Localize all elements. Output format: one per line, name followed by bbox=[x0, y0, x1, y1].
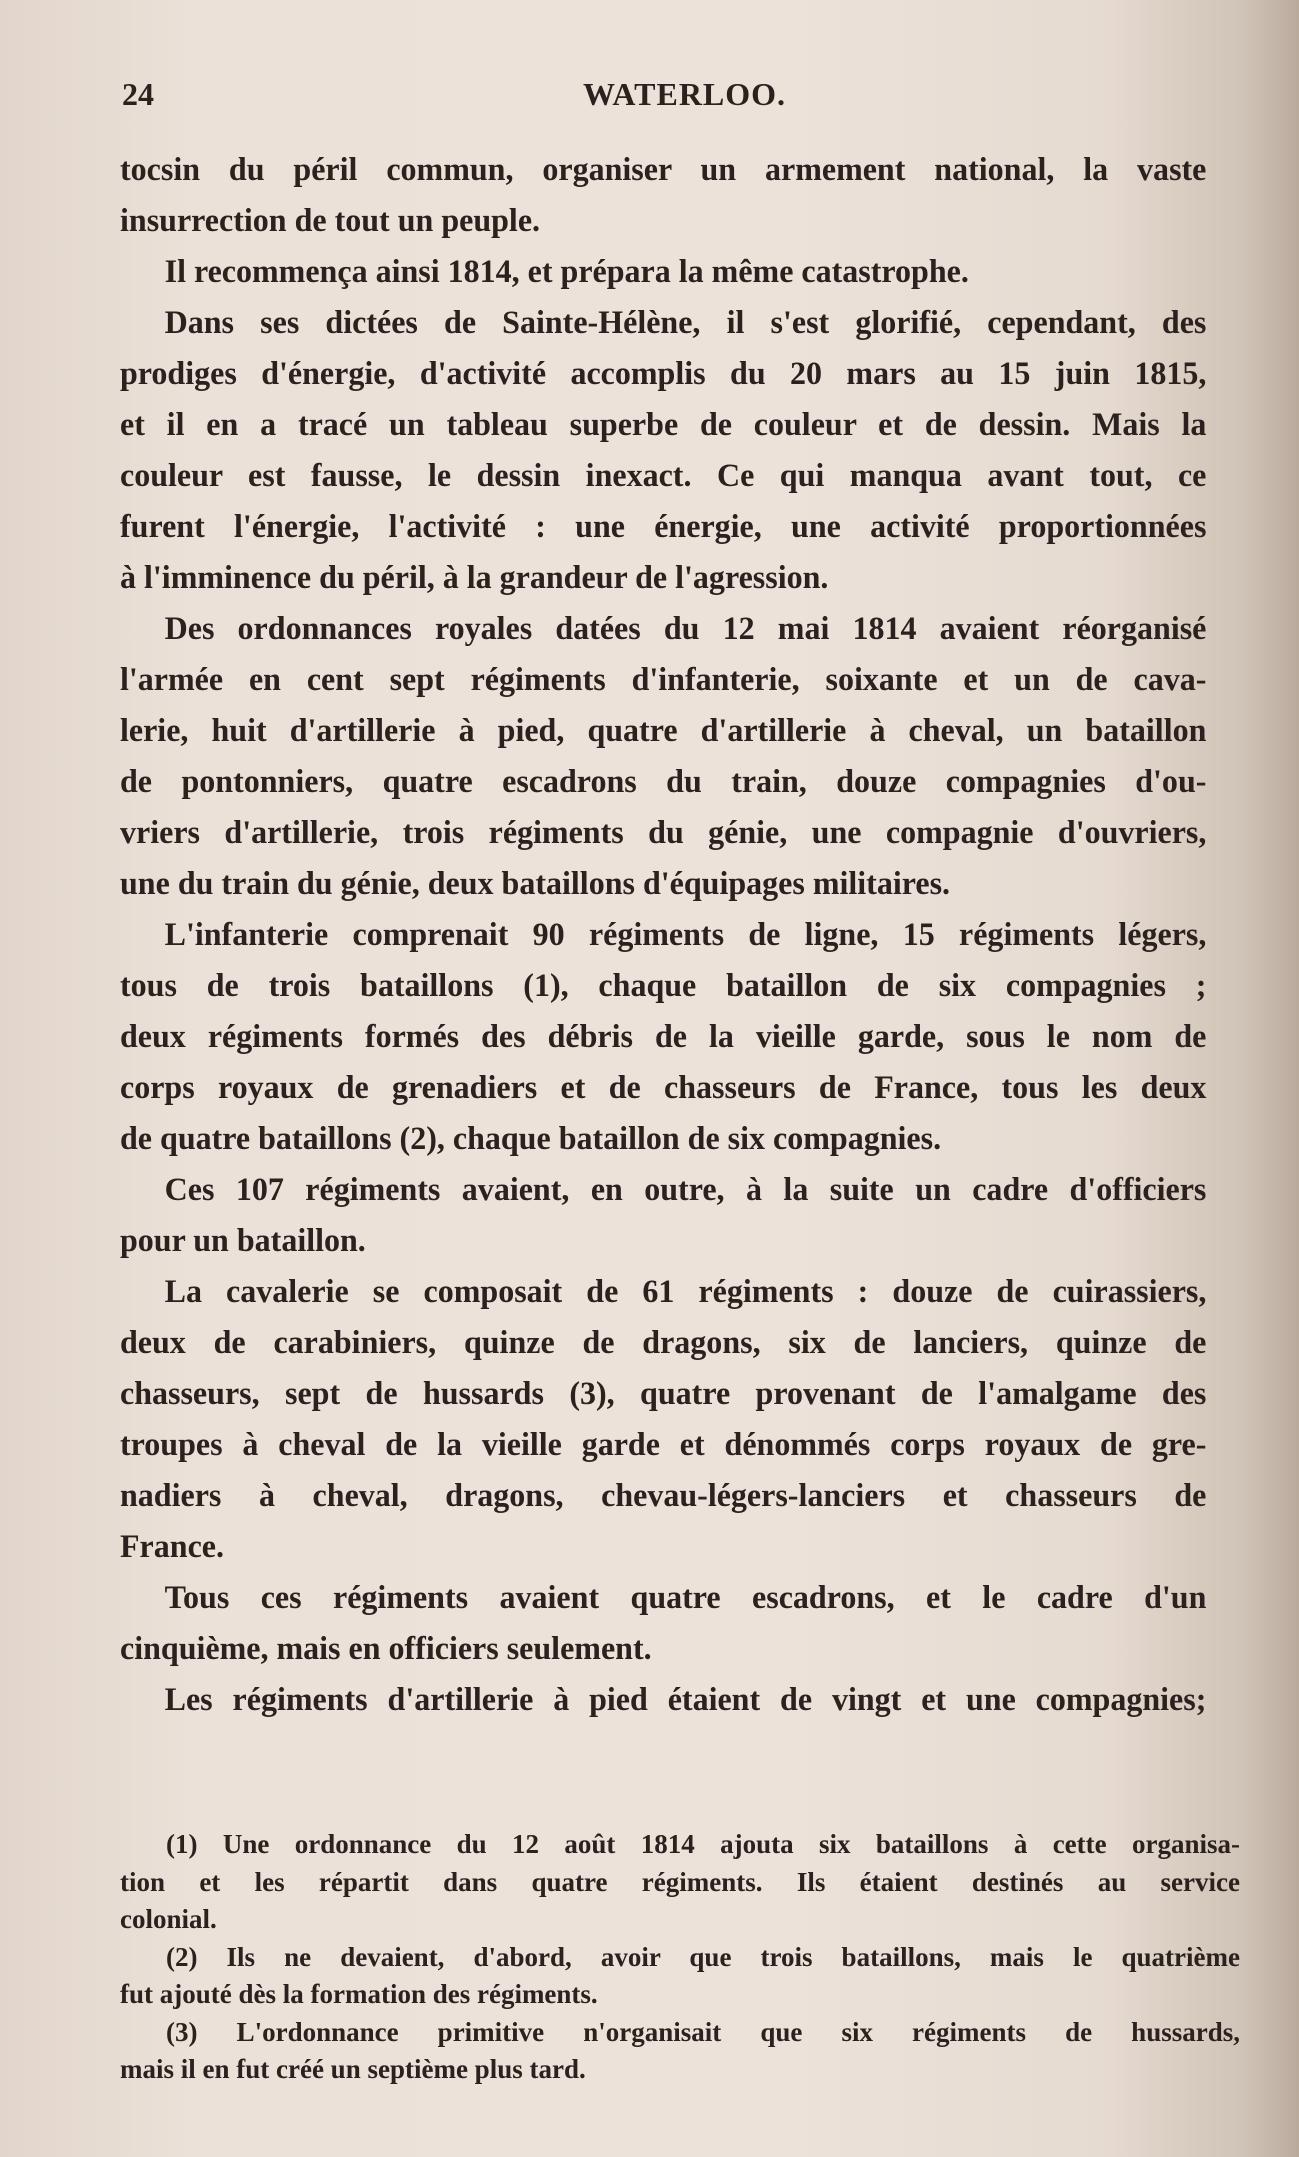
paragraph-line: vriers d'artillerie, trois régiments du génie, une compagnie d'ouvriers, bbox=[120, 815, 1207, 851]
paragraph-line: Dans ses dictées de Sainte-Hélène, il s'est glorifié, cependant, des bbox=[164, 305, 1207, 341]
paragraph-line: à l'imminence du péril, à la grandeur de l'agression. bbox=[120, 560, 829, 596]
paragraph-line: furent l'énergie, l'activité : une énergie, une activité proportionnées bbox=[120, 509, 1207, 545]
paragraph-line: insurrection de tout un peuple. bbox=[120, 203, 541, 239]
paragraph-line: de pontonniers, quatre escadrons du train, douze compagnies d'ou- bbox=[120, 764, 1207, 800]
paragraph-line: Des ordonnances royales datées du 12 mai 1814 avaient réorganisé bbox=[164, 611, 1207, 647]
paragraph-line: pour un bataillon. bbox=[120, 1223, 366, 1259]
body-text bbox=[120, 145, 1240, 1726]
running-title: WATERLOO. bbox=[582, 76, 787, 112]
paragraph-line: l'armée en cent sept régiments d'infanterie, soixante et un de cava- bbox=[120, 662, 1207, 698]
paragraph-line: deux régiments formés des débris de la vieille garde, sous le nom de bbox=[120, 1019, 1207, 1055]
paragraph-line: deux de carabiniers, quinze de dragons, six de lanciers, quinze de bbox=[120, 1325, 1207, 1361]
paragraph-line: Ces 107 régiments avaient, en outre, à la suite un cadre d'officiers bbox=[164, 1172, 1207, 1208]
footnotes bbox=[120, 1826, 1240, 2089]
paragraph-line: de quatre bataillons (2), chaque bataillon de six compagnies. bbox=[120, 1121, 942, 1157]
footnote-line: (1) Une ordonnance du 12 août 1814 ajouta six bataillons à cette organisa- bbox=[166, 1829, 1240, 1859]
paragraph-line: France. bbox=[120, 1529, 224, 1565]
paragraph-line: et il en a tracé un tableau superbe de couleur et de dessin. Mais la bbox=[120, 407, 1207, 443]
page-number: 24 bbox=[122, 76, 154, 112]
paragraph-line: cinquième, mais en officiers seulement. bbox=[120, 1631, 652, 1667]
footnote-line: (2) Ils ne devaient, d'abord, avoir que trois bataillons, mais le quatrième bbox=[166, 1941, 1240, 1972]
paragraph-line: lerie, huit d'artillerie à pied, quatre d'artillerie à cheval, un bataillon bbox=[120, 713, 1207, 749]
paragraph-line: Les régiments d'artillerie à pied étaient de vingt et une compagnies; bbox=[164, 1682, 1207, 1718]
paragraph-line: troupes à cheval de la vieille garde et dénommés corps royaux de gre- bbox=[120, 1427, 1207, 1463]
paragraph-line: prodiges d'énergie, d'activité accomplis du 20 mars au 15 juin 1815, bbox=[120, 356, 1207, 392]
paragraph-line: couleur est fausse, le dessin inexact. Ce qui manqua avant tout, ce bbox=[120, 458, 1207, 494]
footnote-line: fut ajouté dès la formation des régiments. bbox=[120, 1979, 598, 2009]
footnote-line: mais il en fut créé un septième plus tard. bbox=[120, 2054, 586, 2084]
paragraph-line: nadiers à cheval, dragons, chevau-légers-lanciers et chasseurs de bbox=[120, 1478, 1207, 1514]
paragraph-line: Tous ces régiments avaient quatre escadrons, et le cadre d'un bbox=[164, 1580, 1207, 1616]
paragraph-line: Il recommença ainsi 1814, et prépara la même catastrophe. bbox=[164, 254, 969, 290]
paragraph-line: une du train du génie, deux bataillons d'équipages militaires. bbox=[120, 866, 951, 902]
paragraph-line: tocsin du péril commun, organiser un armement national, la vaste bbox=[120, 152, 1207, 188]
paragraph-line: corps royaux de grenadiers et de chasseurs de France, tous les deux bbox=[120, 1070, 1207, 1106]
footnote-line: (3) L'ordonnance primitive n'organisait que six régiments de hussards, bbox=[166, 2016, 1240, 2047]
footnote-line: tion et les répartit dans quatre régiments. Ils étaient destinés au service bbox=[120, 1866, 1240, 1897]
paragraph-line: La cavalerie se composait de 61 régiments : douze de cuirassiers, bbox=[164, 1274, 1207, 1310]
footnote-line: colonial. bbox=[120, 1904, 217, 1934]
paragraph-line: chasseurs, sept de hussards (3), quatre provenant de l'amalgame des bbox=[120, 1376, 1207, 1412]
paragraph-line: tous de trois bataillons (1), chaque bataillon de six compagnies ; bbox=[120, 968, 1207, 1004]
paragraph-line: L'infanterie comprenait 90 régiments de ligne, 15 régiments légers, bbox=[164, 917, 1207, 953]
